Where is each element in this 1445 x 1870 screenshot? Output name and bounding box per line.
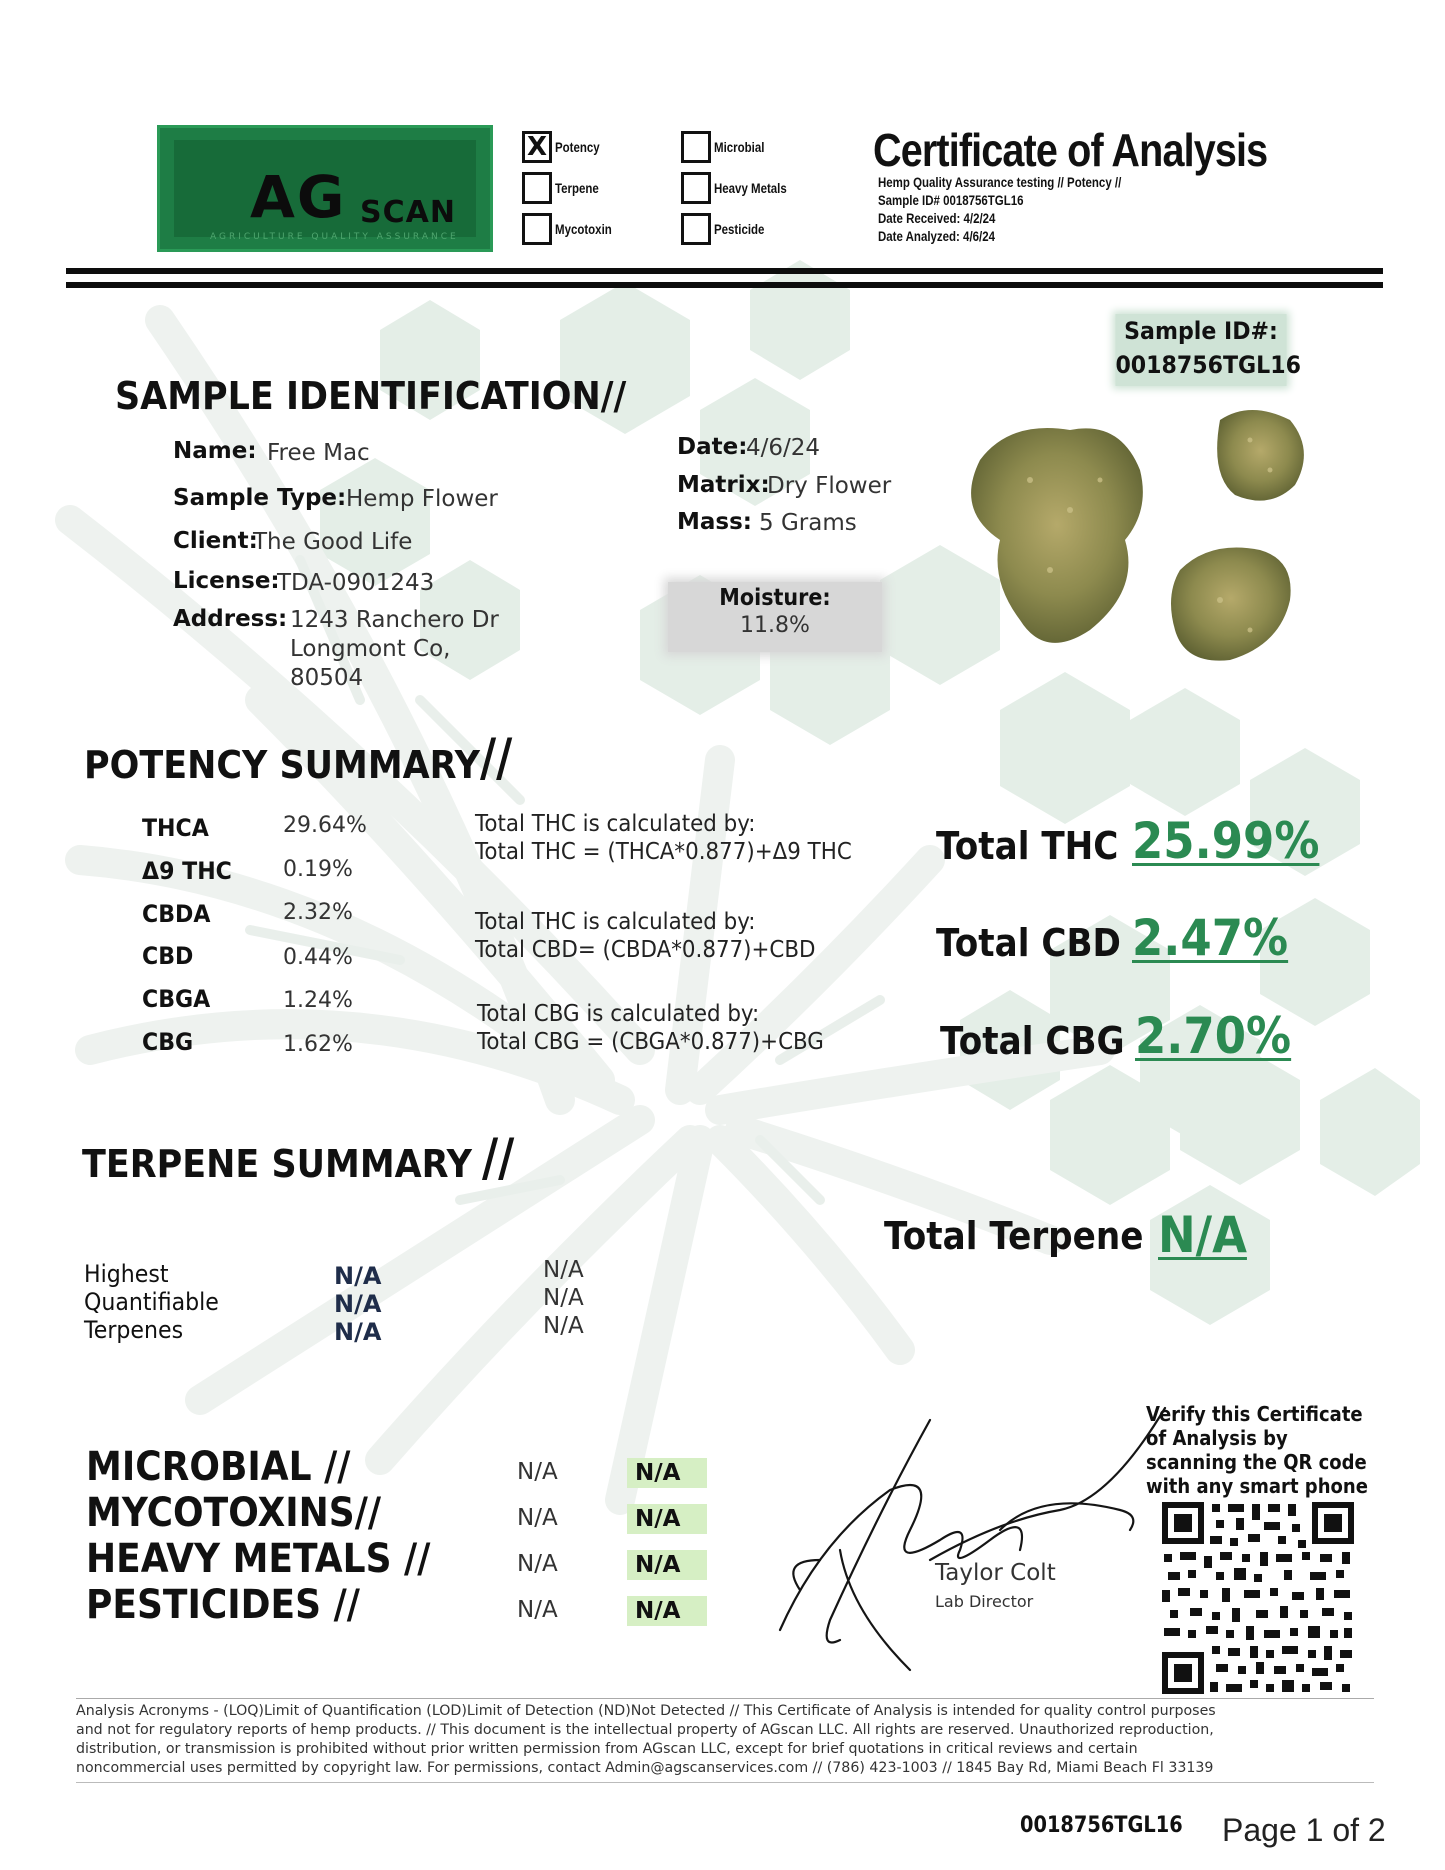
footer-line: and not for regulatory reports of hemp products. // This document is the intellectual property of AGscan LLC. All rights are reserved. Unauthorized reproduction,	[76, 1722, 1214, 1738]
verification-qr-code[interactable]	[1160, 1500, 1356, 1696]
sample-id-label: Sample ID#:	[1124, 317, 1278, 345]
field-label: Sample Type:	[173, 485, 347, 511]
certificate-title: Certificate of Analysis	[873, 124, 1268, 176]
field-value-mass: 5 Grams	[759, 510, 857, 536]
moisture-value: 11.8%	[740, 613, 810, 638]
terpene-cell: N/A	[334, 1262, 382, 1290]
checkbox-terpene	[522, 172, 608, 204]
field-mass	[677, 509, 752, 535]
field-sample-type	[173, 485, 346, 511]
potency-heading-slashes: //	[480, 728, 513, 788]
terpene-cell: N/A	[543, 1285, 584, 1311]
checkbox-label: Heavy Metals	[714, 180, 787, 196]
potency-summary-heading: POTENCY SUMMARY	[84, 743, 481, 787]
verify-line: with any smart phone	[1146, 1474, 1368, 1498]
analyte-value: 1.24%	[283, 988, 353, 1013]
checkbox-box	[681, 213, 711, 245]
analyte-value: 0.44%	[283, 945, 353, 970]
field-label: Date:	[677, 434, 748, 460]
total-cbg-label: Total CBG	[940, 1019, 1125, 1063]
handwritten-signature	[760, 1390, 1180, 1680]
header-divider	[66, 268, 1383, 274]
test-value: N/A	[517, 1459, 558, 1485]
field-client	[173, 528, 258, 554]
side-label-line: Terpenes	[84, 1316, 184, 1344]
total-cbg-value: 2.70%	[1135, 1007, 1292, 1065]
field-value-matrix: Dry Flower	[767, 473, 892, 499]
checkbox-label: Mycotoxin	[555, 221, 612, 237]
footer-disclaimer	[76, 1702, 1376, 1778]
field-value-license: TDA-0901243	[277, 570, 435, 596]
analyte-name: THCA	[142, 814, 209, 842]
analyte-value: 0.19%	[283, 857, 353, 882]
field-value-address-line1: 1243 Ranchero Dr	[290, 607, 499, 633]
formula-caption: Total THC is calculated by:	[475, 811, 756, 837]
checkbox-box	[681, 172, 711, 204]
checkbox-microbial	[681, 131, 775, 163]
field-label: Matrix:	[677, 472, 770, 498]
test-value: N/A	[517, 1597, 558, 1623]
sample-identification-heading: SAMPLE IDENTIFICATION//	[115, 374, 627, 418]
header-meta-line: Hemp Quality Assurance testing // Potency //	[878, 174, 1122, 190]
verify-line: scanning the QR code	[1146, 1450, 1367, 1474]
agscan-logo	[157, 125, 493, 252]
field-value-address-line2: Longmont Co,	[290, 636, 451, 662]
field-value-address-line3: 80504	[290, 665, 364, 691]
field-value-name: Free Mac	[267, 440, 370, 466]
test-category-mycotoxins: MYCOTOXINS//	[86, 1490, 382, 1536]
analyte-value: 1.62%	[283, 1032, 353, 1057]
formula-equation: Total CBD= (CBDA*0.877)+CBD	[475, 937, 816, 963]
total-thc-value: 25.99%	[1132, 812, 1320, 870]
footer-divider	[76, 1698, 1374, 1699]
terpene-heading-slashes: //	[482, 1128, 515, 1188]
side-label-line: Quantifiable	[84, 1288, 219, 1316]
test-result-badge: N/A	[627, 1596, 707, 1626]
footer-line: distribution, or transmission is prohibited without prior written permission from AGscan LLC, except for brief quotations in critical reviews and certain	[76, 1741, 1138, 1757]
formula-caption: Total THC is calculated by:	[475, 909, 756, 935]
logo-tagline: AGRICULTURE QUALITY ASSURANCE	[210, 232, 459, 242]
footer-line: Analysis Acronyms - (LOQ)Limit of Quantification (LOD)Limit of Detection (ND)Not Detected // This Certificate of Analysis is intended for quality control purposes	[76, 1703, 1216, 1719]
formula-cbg	[477, 1000, 824, 1056]
terpene-cell: N/A	[543, 1257, 584, 1283]
checkbox-mycotoxin	[522, 213, 624, 245]
checkbox-label: Terpene	[555, 180, 599, 196]
field-value-client: The Good Life	[253, 529, 413, 555]
moisture-label: Moisture:	[719, 585, 831, 611]
signatory-title: Lab Director	[935, 1592, 1034, 1611]
total-cbd-label: Total CBD	[936, 921, 1121, 965]
test-value: N/A	[517, 1551, 558, 1577]
checkbox-pesticide	[681, 213, 775, 245]
analyte-name: CBDA	[142, 900, 211, 928]
formula-caption: Total CBG is calculated by:	[477, 1001, 760, 1027]
field-address	[173, 606, 287, 632]
checkbox-box	[522, 213, 552, 245]
header-divider	[66, 282, 1383, 288]
footer-line: noncommercial uses permitted by copyright law. For permissions, contact Admin@agscanservices.com // (786) 423-1003 // 1845 Bay Rd, Miami Beach Fl 33139	[76, 1760, 1214, 1776]
logo-wordmark-ag: AG	[250, 163, 347, 231]
field-label: Name:	[173, 438, 257, 464]
page-number: Page 1 of 2	[1222, 1812, 1386, 1848]
header-meta-line: Date Received: 4/2/24	[878, 210, 996, 226]
verify-instructions	[1146, 1402, 1368, 1498]
analyte-name: CBG	[142, 1028, 194, 1056]
test-value: N/A	[517, 1505, 558, 1531]
field-license	[173, 568, 280, 594]
total-terpene-label: Total Terpene	[884, 1214, 1144, 1258]
field-value-date: 4/6/24	[746, 435, 821, 461]
test-category-pesticides: PESTICIDES //	[86, 1582, 360, 1628]
side-label-line: Highest	[84, 1260, 169, 1288]
test-category-heavy-metals: HEAVY METALS //	[86, 1536, 431, 1582]
field-label: Mass:	[677, 509, 752, 535]
test-result-badge: N/A	[627, 1458, 707, 1488]
checkbox-box	[681, 131, 711, 163]
checkbox-heavy-metals	[681, 172, 803, 204]
analyte-value: 2.32%	[283, 900, 353, 925]
header-meta-line: Sample ID# 0018756TGL16	[878, 192, 1024, 208]
field-label: Client:	[173, 528, 258, 554]
field-label: Address:	[173, 606, 288, 632]
checkbox-label: Potency	[555, 139, 600, 155]
field-date	[677, 434, 747, 460]
formula-cbd	[475, 908, 816, 964]
terpene-column-2	[543, 1256, 584, 1340]
total-thc-label: Total THC	[936, 824, 1119, 868]
total-cbd-value: 2.47%	[1132, 909, 1289, 967]
checkbox-label: Microbial	[714, 139, 765, 155]
moisture-badge	[668, 582, 882, 652]
formula-equation: Total CBG = (CBGA*0.877)+CBG	[477, 1029, 824, 1055]
test-result-badge: N/A	[627, 1550, 707, 1580]
footer-divider	[76, 1782, 1374, 1783]
terpene-cell: N/A	[334, 1290, 382, 1318]
sample-id-value: 0018756TGL16	[1115, 351, 1301, 379]
terpene-column-1	[334, 1262, 381, 1346]
analyte-name: CBD	[142, 942, 194, 970]
terpene-side-label	[84, 1260, 219, 1344]
hemp-flower-photo	[950, 400, 1320, 670]
checkbox-box	[522, 172, 552, 204]
field-value-sample-type: Hemp Flower	[346, 486, 498, 512]
terpene-cell: N/A	[543, 1313, 584, 1339]
verify-line: of Analysis by	[1146, 1426, 1288, 1450]
total-terpene-value: N/A	[1158, 1206, 1247, 1264]
field-matrix	[677, 472, 770, 498]
terpene-summary-heading: TERPENE SUMMARY	[82, 1142, 472, 1186]
field-label: License:	[173, 568, 280, 594]
header-meta-line: Date Analyzed: 4/6/24	[878, 228, 995, 244]
formula-equation: Total THC = (THCA*0.877)+Δ9 THC	[475, 839, 852, 865]
terpene-cell: N/A	[334, 1318, 382, 1346]
analyte-name: CBGA	[142, 985, 211, 1013]
checkbox-label: Pesticide	[714, 221, 765, 237]
field-name	[173, 438, 257, 464]
signatory-name: Taylor Colt	[935, 1560, 1056, 1586]
test-category-microbial: MICROBIAL //	[86, 1444, 351, 1490]
sample-id-badge	[1115, 314, 1301, 386]
verify-line: Verify this Certificate	[1146, 1402, 1363, 1426]
formula-thc	[475, 810, 852, 866]
analyte-value: 29.64%	[283, 813, 367, 838]
page-sample-id: 0018756TGL16	[1020, 1813, 1183, 1838]
test-result-badge: N/A	[627, 1504, 707, 1534]
checkbox-box: X	[522, 131, 552, 163]
logo-wordmark-scan: SCAN	[360, 195, 456, 230]
analyte-name: Δ9 THC	[142, 857, 232, 885]
checkbox-potency	[522, 131, 609, 163]
